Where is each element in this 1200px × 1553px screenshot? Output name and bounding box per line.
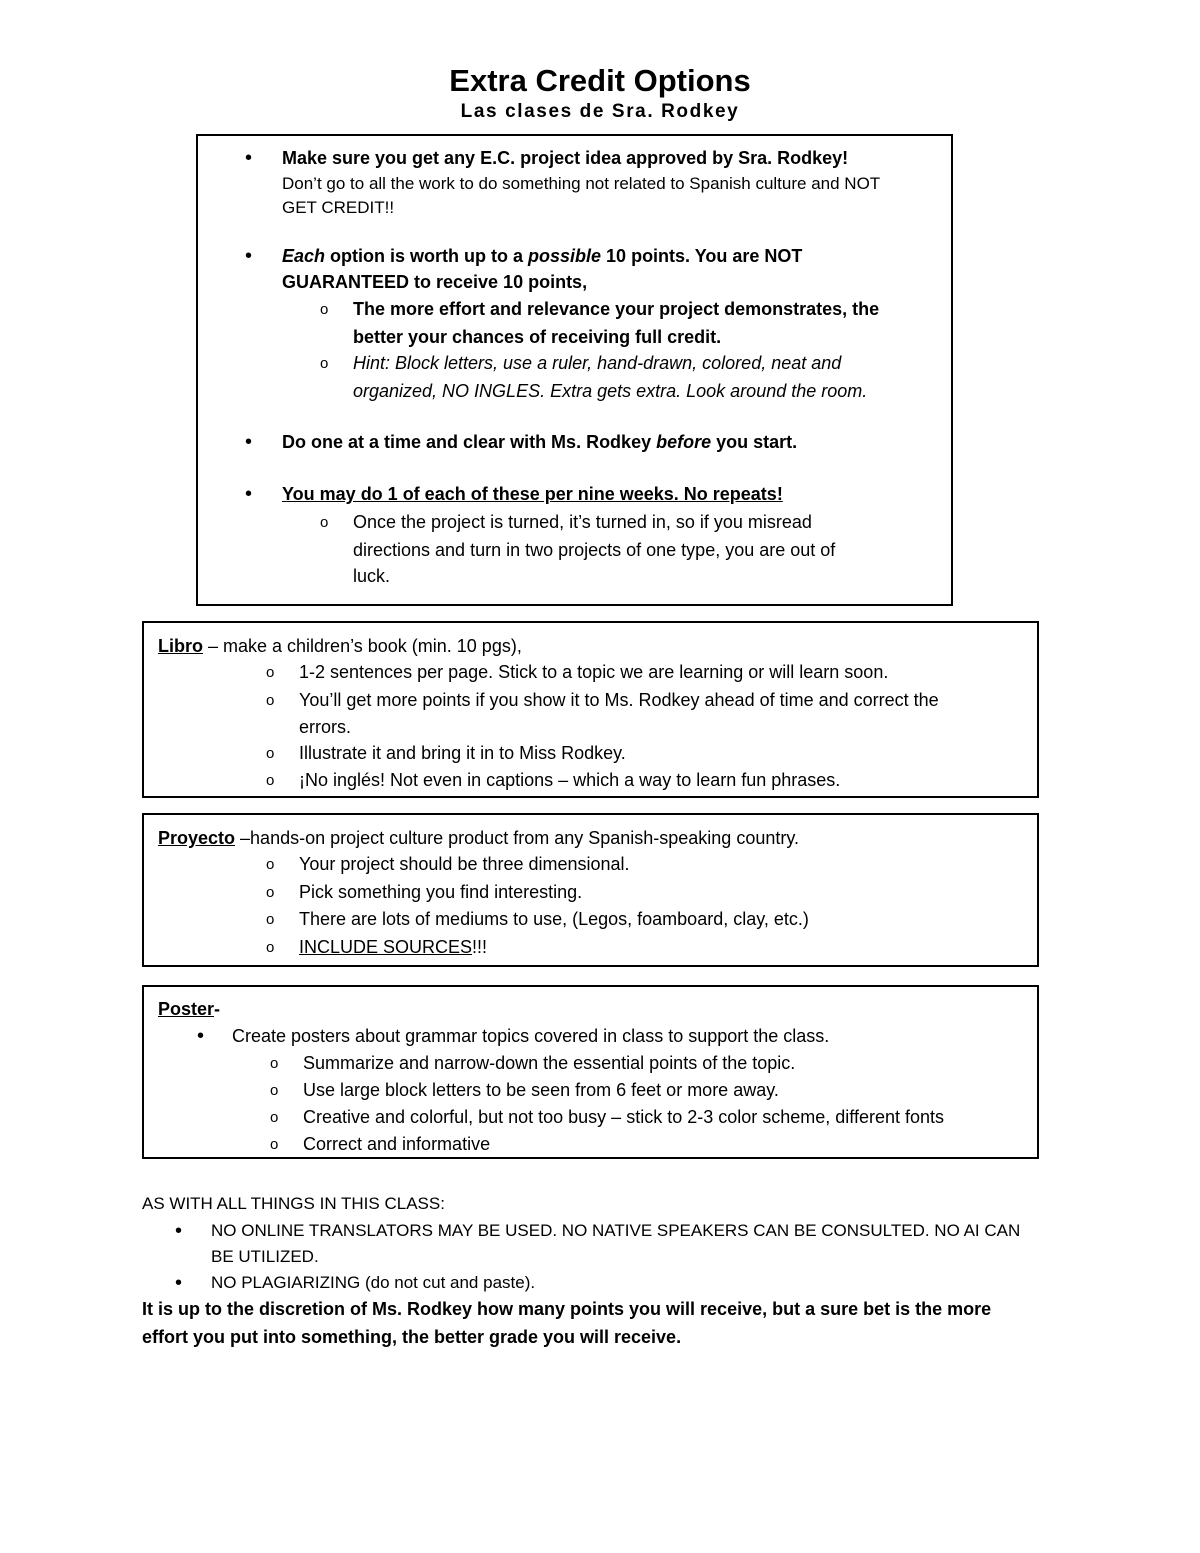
rule-hint: organized, NO INGLES. Extra gets extra. Look around the room. (353, 381, 868, 401)
libro-heading (158, 633, 522, 659)
rule-one-at-a-time (282, 429, 797, 455)
sub-bullet: o (266, 884, 275, 901)
rule-points-possible: possible (528, 246, 602, 266)
footer-item: NO PLAGIARIZING (do not cut and paste). (211, 1273, 536, 1292)
rule-turned-in: directions and turn in two projects of one type, you are out of (353, 540, 836, 560)
rule-text: Do one at a time and clear with Ms. Rodkey (282, 432, 657, 452)
poster-heading (158, 996, 220, 1022)
libro-label: Libro (158, 636, 203, 656)
libro-item: errors. (299, 717, 352, 737)
sub-bullet: o (270, 1109, 279, 1126)
rule-text: you start. (711, 432, 798, 452)
sub-bullet: o (266, 772, 275, 789)
rule-turned-in: Once the project is turned, it’s turned in, so if you misread (353, 512, 812, 532)
rule-points-text: 10 points. You are NOT (601, 246, 803, 266)
sub-bullet: o (320, 301, 329, 318)
bullet: • (245, 431, 253, 453)
bullet: • (197, 1025, 205, 1047)
rule-approval-detail: GET CREDIT!! (282, 198, 395, 217)
rule-no-repeats: You may do 1 of each of these per nine weeks. No repeats! (282, 484, 783, 504)
poster-item: Summarize and narrow-down the essential points of the topic. (303, 1053, 796, 1073)
footer-item: BE UTILIZED. (211, 1247, 319, 1266)
rule-points-line2: GUARANTEED to receive 10 points, (282, 272, 588, 292)
sub-bullet: o (266, 664, 275, 681)
poster-label: Poster (158, 999, 215, 1019)
libro-item: You’ll get more points if you show it to Ms. Rodkey ahead of time and correct the (299, 690, 939, 710)
poster-dash: - (214, 999, 221, 1019)
bullet: • (175, 1220, 183, 1242)
proyecto-desc: –hands-on project culture product from any Spanish-speaking country. (235, 828, 800, 848)
sub-bullet: o (270, 1082, 279, 1099)
proyecto-sources (299, 934, 487, 960)
closing-note: It is up to the discretion of Ms. Rodkey how many points you will receive, but a sure bet is the more (142, 1299, 992, 1319)
libro-item: ¡No inglés! Not even in captions – which a way to learn fun phrases. (299, 770, 841, 790)
poster-item: Correct and informative (303, 1134, 491, 1154)
poster-item: Creative and colorful, but not too busy – stick to 2-3 color scheme, different fonts (303, 1107, 945, 1127)
poster-last-row (260, 1128, 960, 1154)
poster-item: Use large block letters to be seen from 6 feet or more away. (303, 1080, 779, 1100)
proyecto-label: Proyecto (158, 828, 236, 848)
page-subtitle: Las clases de Sra. Rodkey (460, 101, 740, 122)
proyecto-item: There are lots of mediums to use, (Legos, foamboard, clay, etc.) (299, 909, 809, 929)
rule-points-text: option is worth up to a (325, 246, 529, 266)
page-title: Extra Credit Options (449, 63, 751, 98)
sub-bullet: o (266, 856, 275, 873)
sub-bullet: o (320, 514, 329, 531)
rule-effort: The more effort and relevance your project demonstrates, the (353, 299, 880, 319)
bullet: • (245, 147, 253, 169)
closing-note: effort you put into something, the better grade you will receive. (142, 1327, 682, 1347)
bullet: • (175, 1272, 183, 1294)
poster-bullet: Create posters about grammar topics covered in class to support the class. (232, 1026, 830, 1046)
rule-approval-detail: Don’t go to all the work to do something not related to Spanish culture and NOT (282, 174, 881, 193)
proyecto-item: Your project should be three dimensional. (299, 854, 630, 874)
rule-points (282, 243, 802, 269)
proyecto-item: Pick something you find interesting. (299, 882, 583, 902)
libro-item: 1-2 sentences per page. Stick to a topic we are learning or will learn soon. (299, 662, 889, 682)
sub-bullet: o (270, 1136, 279, 1153)
rule-turned-in: luck. (353, 566, 391, 586)
sub-bullet: o (266, 745, 275, 762)
rule-effort: better your chances of receiving full credit. (353, 327, 722, 347)
libro-item: Illustrate it and bring it in to Miss Rodkey. (299, 743, 626, 763)
sub-bullet: o (270, 1055, 279, 1072)
rule-hint: Hint: Block letters, use a ruler, hand-drawn, colored, neat and (353, 353, 842, 373)
libro-desc: – make a children’s book (min. 10 pgs), (203, 636, 522, 656)
footer-item: NO ONLINE TRANSLATORS MAY BE USED. NO NATIVE SPEAKERS CAN BE CONSULTED. NO AI CAN (211, 1221, 1021, 1240)
sub-bullet: o (266, 939, 275, 956)
rule-points-each: Each (282, 246, 326, 266)
sub-bullet: o (266, 911, 275, 928)
bullet: • (245, 245, 253, 267)
sub-bullet: o (320, 355, 329, 372)
include-sources: INCLUDE SOURCES (299, 937, 473, 957)
rule-before: before (656, 432, 712, 452)
bullet: • (245, 483, 253, 505)
rule-approval: Make sure you get any E.C. project idea approved by Sra. Rodkey! (282, 148, 849, 168)
sub-bullet: o (266, 692, 275, 709)
footer-heading: AS WITH ALL THINGS IN THIS CLASS: (142, 1194, 445, 1213)
proyecto-heading (158, 825, 799, 851)
include-sources-suffix: !!! (472, 937, 488, 957)
